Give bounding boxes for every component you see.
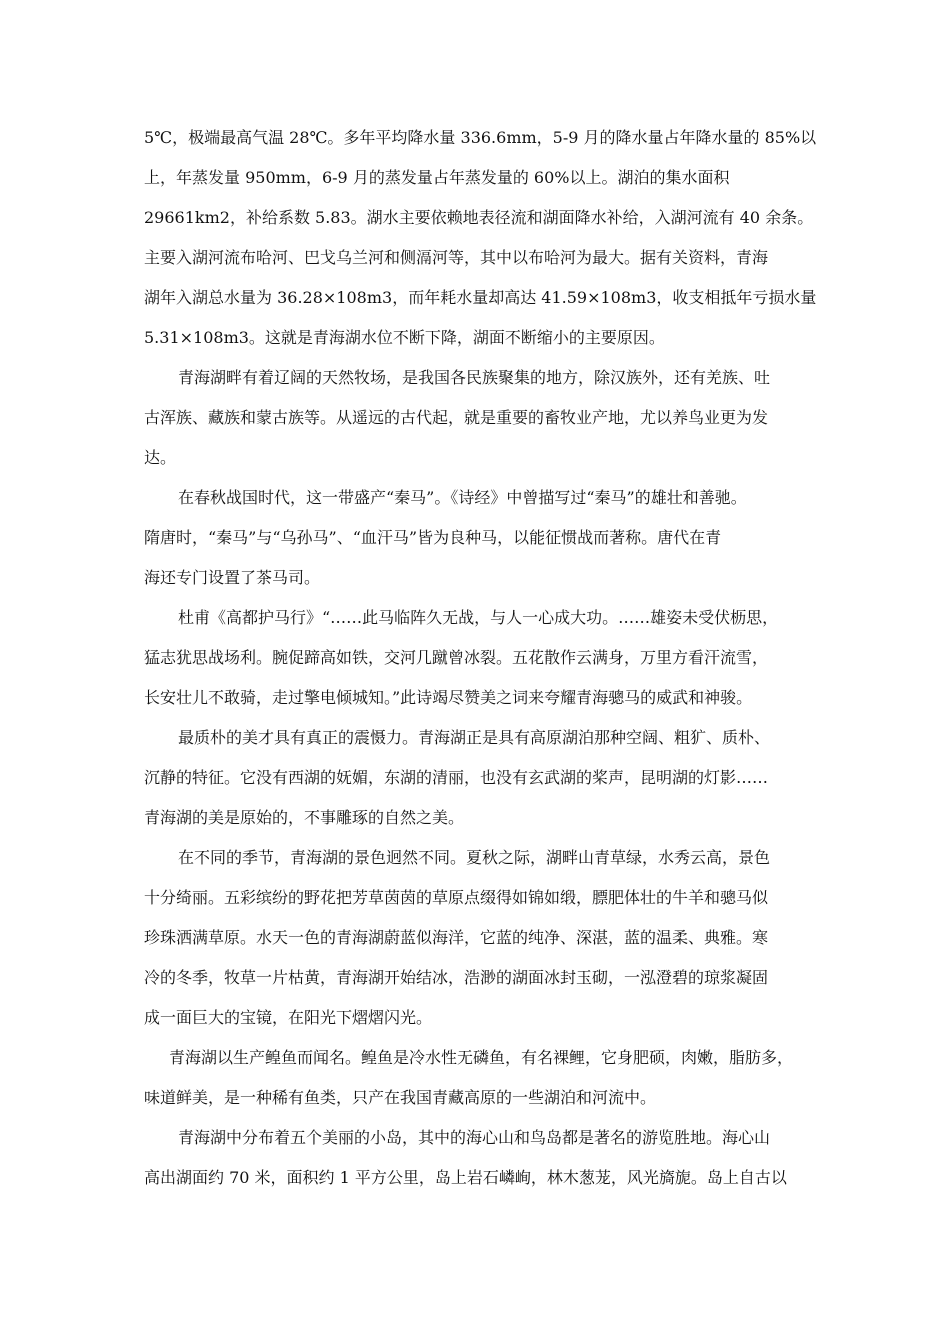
paragraph-p3 xyxy=(144,478,806,598)
paragraph-line: 冷的冬季，牧草一片枯黄，青海湖开始结冰，浩渺的湖面冰封玉砌，一泓澄碧的琼浆凝固 xyxy=(144,968,769,987)
paragraph-p8 xyxy=(144,1118,806,1198)
paragraph-line: 长安壮儿不敢骑，走过擎电倾城知。”此诗竭尽赞美之词来夸耀青海骢马的威武和神骏。 xyxy=(144,688,753,707)
paragraph-line: 达。 xyxy=(144,448,177,467)
paragraph-line: 青海湖畔有着辽阔的天然牧场，是我国各民族聚集的地方，除汉族外，还有羌族、吐 xyxy=(178,368,771,387)
paragraph-line: 5.31×108m3。这就是青海湖水位不断下降，湖面不断缩小的主要原因。 xyxy=(144,328,665,347)
document-body xyxy=(144,118,817,1198)
paragraph-line: 猛志犹思战场利。腕促蹄高如铁，交河几蹴曾冰裂。五花散作云满身，万里方看汗流雪， xyxy=(144,648,769,667)
paragraph-p5 xyxy=(144,718,806,838)
paragraph-p2 xyxy=(144,358,806,478)
paragraph-line: 主要入湖河流布哈河、巴戈乌兰河和侧滆河等，其中以布哈河为最大。据有关资料，青海 xyxy=(144,248,769,267)
paragraph-p7 xyxy=(144,1038,806,1118)
paragraph-line: 青海湖以生产鳇鱼而闻名。鳇鱼是冷水性无磷鱼，有名裸鲤，它身肥硕，肉嫩，脂肪多， xyxy=(169,1048,794,1067)
paragraph-p1 xyxy=(144,118,817,358)
paragraph-line: 味道鲜美，是一种稀有鱼类，只产在我国青藏高原的一些湖泊和河流中。 xyxy=(144,1088,657,1107)
paragraph-line: 古浑族、藏族和蒙古族等。从遥远的古代起，就是重要的畜牧业产地，尤以养鸟业更为发 xyxy=(144,408,769,427)
paragraph-line: 沉静的特征。它没有西湖的妩媚，东湖的清丽，也没有玄武湖的桨声，昆明湖的灯影…… xyxy=(144,768,769,787)
paragraph-line: 海还专门设置了茶马司。 xyxy=(144,568,321,587)
paragraph-line: 在不同的季节，青海湖的景色迥然不同。夏秋之际，湖畔山青草绿，水秀云高，景色 xyxy=(178,848,771,867)
paragraph-line: 青海湖中分布着五个美丽的小岛，其中的海心山和鸟岛都是著名的游览胜地。海心山 xyxy=(178,1128,771,1147)
paragraph-line: 最质朴的美才具有真正的震慑力。青海湖正是具有高原湖泊那种空阔、粗犷、质朴、 xyxy=(178,728,771,747)
paragraph-line: 高出湖面约 70 米，面积约 1 平方公里，岛上岩石嶙峋，林木葱茏，风光旖旎。岛上自古以 xyxy=(144,1168,787,1187)
paragraph-line: 隋唐时，“秦马”与“乌孙马”、“血汗马”皆为良种马，以能征惯战而著称。唐代在青 xyxy=(144,528,722,547)
paragraph-line: 青海湖的美是原始的，不事雕琢的自然之美。 xyxy=(144,808,465,827)
paragraph-line: 湖年入湖总水量为 36.28×108m3，而年耗水量却高达 41.59×108m3，收支相抵年亏损水量 xyxy=(144,288,817,307)
paragraph-line: 5℃，极端最高气温 28℃。多年平均降水量 336.6mm，5-9 月的降水量占年降水量的 85%以 xyxy=(144,128,817,147)
paragraph-line: 29661km2，补给系数 5.83。湖水主要依赖地表径流和湖面降水补给，入湖河流有 40 余条。 xyxy=(144,208,814,227)
paragraph-line: 珍珠洒满草原。水天一色的青海湖蔚蓝似海洋，它蓝的纯净、深湛，蓝的温柔、典雅。寒 xyxy=(144,928,769,947)
paragraph-line: 成一面巨大的宝镜，在阳光下熠熠闪光。 xyxy=(144,1008,433,1027)
paragraph-line: 杜甫《高都护马行》“……此马临阵久无战，与人一心成大功。……雄姿未受伏枥思， xyxy=(178,608,779,627)
paragraph-line: 在春秋战国时代，这一带盛产“秦马”。《诗经》中曾描写过“秦马”的雄壮和善驰。 xyxy=(178,488,747,507)
paragraph-line: 十分绮丽。五彩缤纷的野花把芳草茵茵的草原点缀得如锦如缎，膘肥体壮的牛羊和骢马似 xyxy=(144,888,769,907)
paragraph-line: 上，年蒸发量 950mm，6-9 月的蒸发量占年蒸发量的 60%以上。湖泊的集水面积 xyxy=(144,168,730,187)
paragraph-p6 xyxy=(144,838,806,1038)
paragraph-p4 xyxy=(144,598,806,718)
